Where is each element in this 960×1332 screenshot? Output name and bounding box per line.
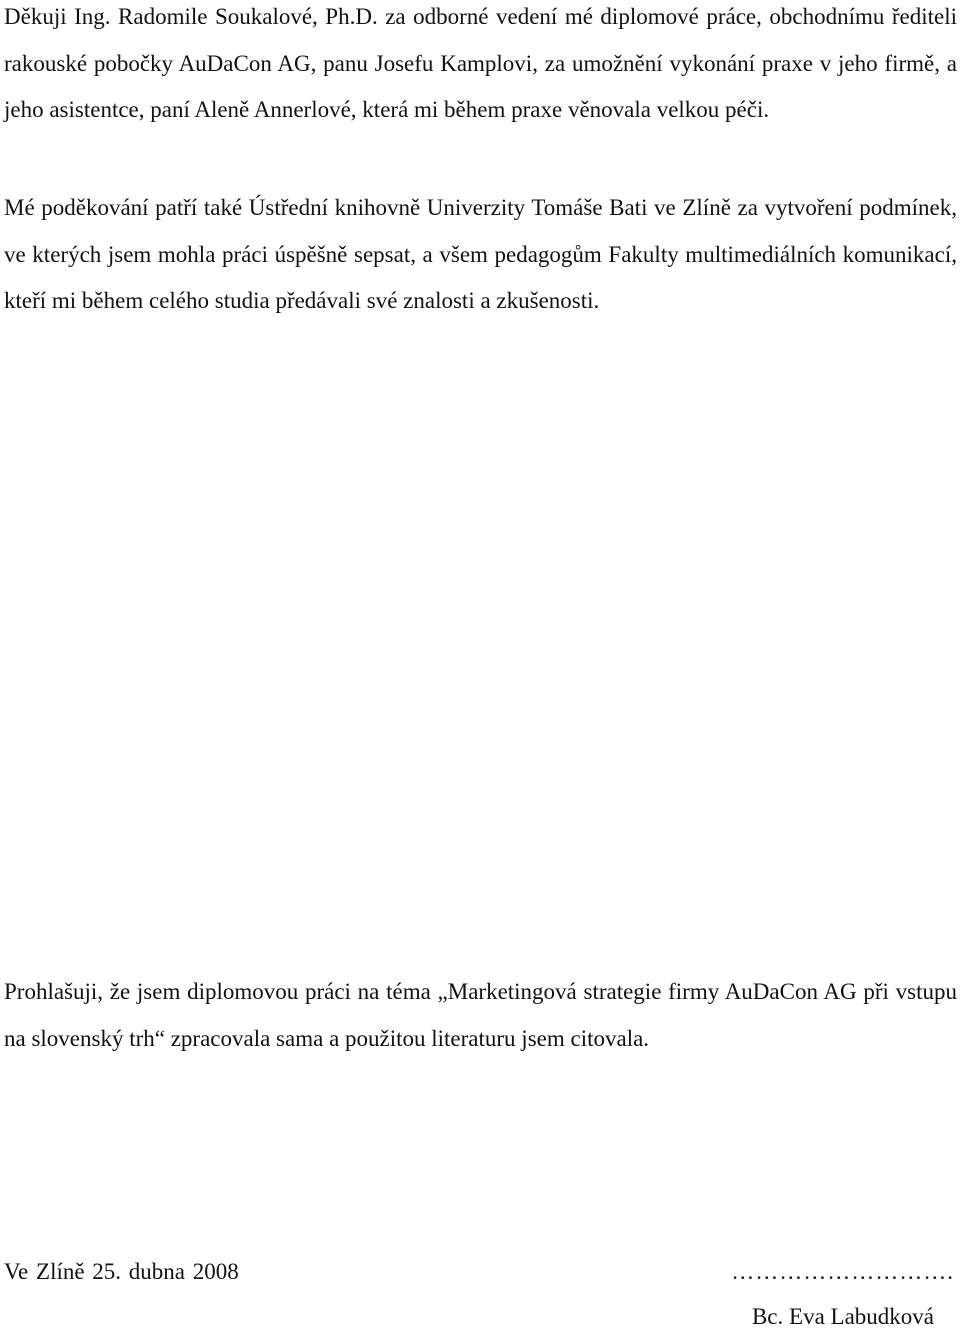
place-and-date: Ve Zlíně 25. dubna 2008 (4, 1259, 239, 1284)
signature-line: ………………………. (731, 1259, 954, 1284)
declaration-paragraph: Prohlašuji, že jsem diplomovou práci na téma „Marketingová strategie firmy AuDaCon AG při vstupu na slovenský trh“ zpracovala sama a použitou literaturu jsem citovala. (4, 979, 957, 1051)
acknowledgement-paragraph-2: Mé poděkování patří také Ústřední knihovně Univerzity Tomáše Bati ve Zlíně za vytvoření podmínek, ve kterých jsem mohla práci úspěšně sepsat, a všem pedagogům Fakulty multimediálních komunikací, kteří mi během celého studia předávali své znalosti a zkušenosti. (4, 195, 957, 313)
acknowledgement-paragraph-1: Děkuji Ing. Radomile Soukalové, Ph.D. za odborné vedení mé diplomové práce, obchodnímu řediteli rakouské pobočky AuDaCon AG, panu Josefu Kamplovi, za umožnění vykonání praxe v jeho firmě, a jeho asistentce, paní Aleně Annerlové, která mi během praxe věnovala velkou péči. (4, 4, 957, 122)
signature-name: Bc. Eva Labudková (751, 1304, 934, 1329)
